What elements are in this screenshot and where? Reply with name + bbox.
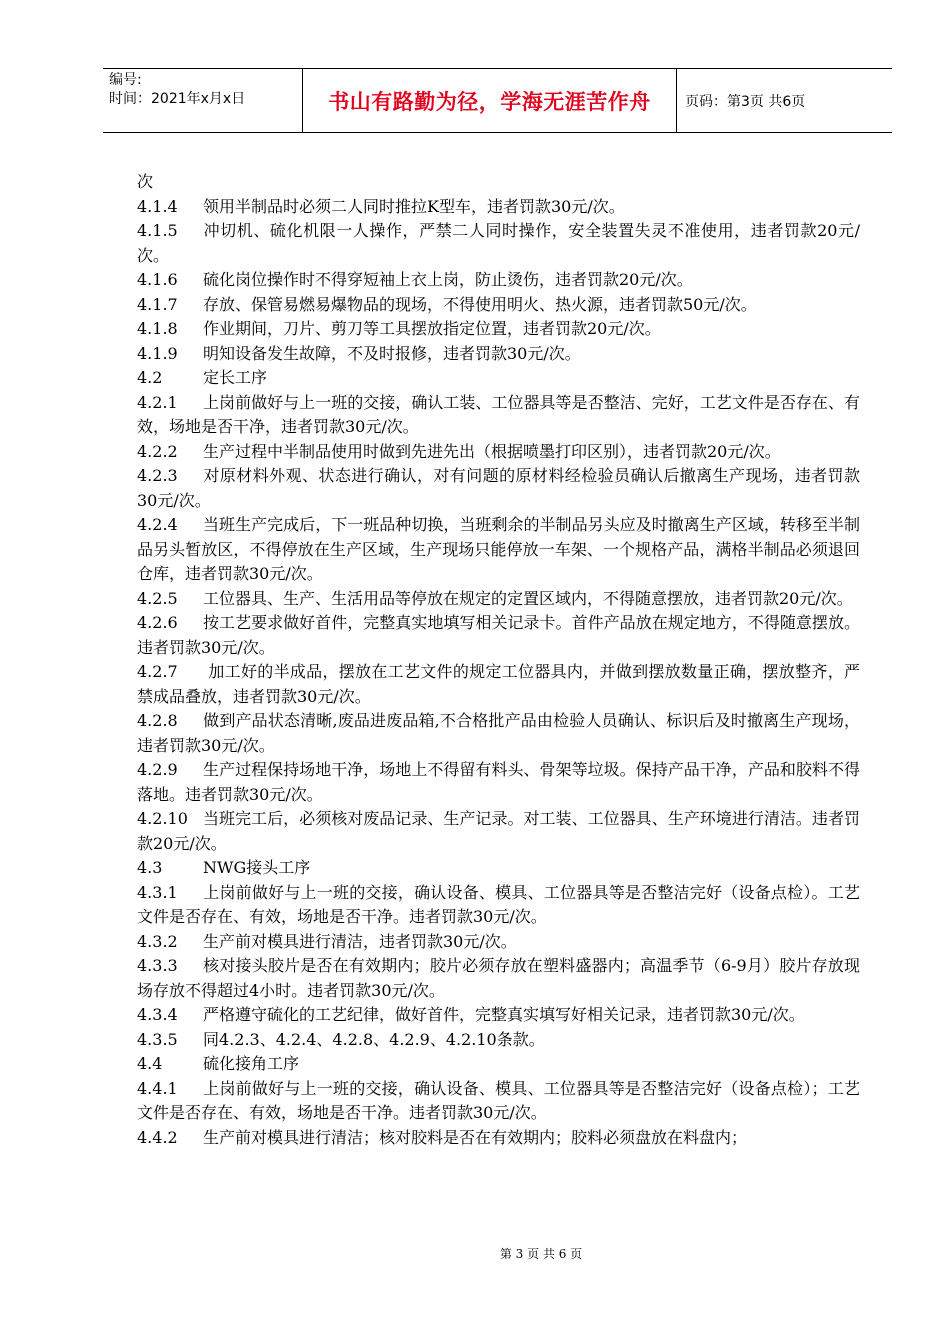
clause-number: 4.4.2 — [137, 1127, 178, 1147]
clause-text: 生产前对模具进行清洁；核对胶料是否在有效期内；胶料必须盘放在料盘内； — [203, 1127, 748, 1147]
clause-paragraph — [137, 587, 860, 612]
clause-text: 做到产品状态清晰,废品进废品箱,不合格批产品由检验人员确认、标识后及时撤离生产现场，违者罚款30元/次。 — [137, 711, 860, 755]
clause-number: 4.1.5 — [137, 221, 178, 240]
clause-paragraph — [137, 464, 860, 513]
clause-paragraph — [137, 954, 860, 1003]
clause-number: 4.2.6 — [137, 613, 178, 632]
clause-number: 4.3 — [137, 858, 163, 877]
clause-paragraph — [137, 366, 860, 391]
clause-number: 4.3.3 — [137, 956, 178, 975]
clause-text: 作业期间，刀片、剪刀等工具摆放指定位置，违者罚款20元/次。 — [203, 319, 661, 338]
clause-number: 4.1.8 — [137, 319, 178, 338]
clause-text: 上岗前做好与上一班的交接，确认工装、工位器具等是否整洁、完好，工艺文件是否存在、有效，场地是否干净，违者罚款30元/次。 — [137, 392, 860, 436]
clause-number: 4.2.9 — [137, 760, 178, 779]
clause-text: 定长工序 — [203, 368, 268, 387]
document-code-label: 编号: — [109, 72, 142, 88]
clause-paragraph — [137, 293, 860, 318]
clause-number: 4.4.1 — [137, 1078, 178, 1098]
page-footer: 第 3 页 共 6 页 — [499, 1247, 583, 1261]
clause-text: 当班完工后，必须核对废品记录、生产记录。对工装、工位器具、生产环境进行清洁。违者罚款20元/次。 — [137, 809, 860, 853]
continuation-text — [137, 170, 860, 195]
clause-paragraph — [137, 1126, 860, 1151]
clause-number: 4.2.3 — [137, 466, 178, 485]
clause-text: 明知设备发生故障，不及时报修，违者罚款30元/次。 — [203, 343, 581, 363]
clause-paragraph — [137, 1077, 860, 1126]
clause-number: 4.3.4 — [137, 1005, 178, 1024]
clause-number: 4.2.2 — [137, 441, 178, 461]
clause-text: 按工艺要求做好首件，完整真实地填写相关记录卡。首件产品放在规定地方，不得随意摆放。违者罚款30元/次。 — [137, 613, 860, 657]
clause-text: 硫化岗位操作时不得穿短袖上衣上岗，防止烫伤，违者罚款20元/次。 — [203, 270, 693, 289]
clause-text: 硫化接角工序 — [203, 1054, 300, 1073]
clause-number: 4.2.1 — [137, 392, 178, 412]
clause-number: 4.2.7 — [137, 662, 178, 681]
clause-paragraph — [137, 709, 860, 758]
clause-paragraph — [137, 856, 860, 881]
clause-text: 核对接头胶片是否在有效期内；胶片必须存放在塑料盛器内；高温季节（6-9月）胶片存放现场存放不得超过4小时。违者罚款30元/次。 — [137, 956, 860, 1000]
clause-paragraph — [137, 513, 860, 587]
clause-paragraph — [137, 758, 860, 807]
clause-paragraph — [137, 1003, 860, 1028]
clause-text: 上岗前做好与上一班的交接，确认设备、模具、工位器具等是否整洁完好（设备点检）；工艺文件是否存在、有效，场地是否干净。违者罚款30元/次。 — [137, 1078, 860, 1122]
clause-text: 严格遵守硫化的工艺纪律，做好首件，完整真实填写好相关记录，违者罚款30元/次。 — [203, 1005, 805, 1024]
clause-paragraph — [137, 391, 860, 440]
header-slogan: 书山有路勤为径，学海无涯苦作舟 — [303, 69, 677, 132]
clause-paragraph — [137, 807, 860, 856]
clause-number: 4.2 — [137, 368, 163, 387]
clause-text: 上岗前做好与上一班的交接，确认设备、模具、工位器具等是否整洁完好（设备点检）。工艺文件是否存在、有效，场地是否干净。违者罚款30元/次。 — [137, 882, 860, 926]
clause-paragraph — [137, 930, 860, 955]
clause-text: 生产过程保持场地干净，场地上不得留有料头、骨架等垃圾。保持产品干净，产品和胶料不得落地。违者罚款30元/次。 — [137, 760, 860, 804]
clause-paragraph — [137, 440, 860, 465]
clause-text: 次 — [137, 172, 154, 191]
clause-paragraph — [137, 195, 860, 220]
clause-paragraph — [137, 342, 860, 367]
clause-number: 4.2.10 — [137, 809, 188, 828]
header-meta — [103, 69, 303, 132]
clause-number: 4.1.4 — [137, 196, 178, 216]
header-page-info: 页码：第3页 共6页 — [685, 93, 806, 110]
clause-paragraph — [137, 660, 860, 709]
clause-number: 4.4 — [137, 1054, 163, 1073]
clause-text: 对原材料外观、状态进行确认，对有问题的原材料经检验员确认后撤离生产现场，违者罚款30元/次。 — [137, 466, 860, 510]
clause-text: NWG接头工序 — [203, 858, 311, 877]
clause-number: 4.2.8 — [137, 711, 178, 730]
clause-text: 生产过程中半制品使用时做到先进先出（根据喷墨打印区别），违者罚款20元/次。 — [203, 441, 781, 461]
clause-number: 4.2.4 — [137, 515, 178, 534]
clause-text: 存放、保管易燃易爆物品的现场，不得使用明火、热火源，违者罚款50元/次。 — [203, 294, 757, 314]
clause-text: 领用半制品时必须二人同时推拉K型车，违者罚款30元/次。 — [203, 196, 625, 216]
clause-number: 4.3.2 — [137, 931, 178, 951]
clause-paragraph — [137, 219, 860, 268]
document-body — [137, 170, 860, 1150]
clause-text: 工位器具、生产、生活用品等停放在规定的定置区域内，不得随意摆放，违者罚款20元/次。 — [203, 588, 853, 608]
clause-paragraph — [137, 1052, 860, 1077]
clause-text: 同4.2.3、4.2.4、4.2.8、4.2.9、4.2.10条款。 — [203, 1029, 545, 1049]
clause-paragraph — [137, 268, 860, 293]
clause-number: 4.1.6 — [137, 270, 178, 289]
clause-text: 生产前对模具进行清洁，违者罚款30元/次。 — [203, 931, 517, 951]
clause-number: 4.3.5 — [137, 1029, 178, 1049]
clause-paragraph — [137, 317, 860, 342]
clause-text: 当班生产完成后，下一班品种切换，当班剩余的半制品另头应及时撤离生产区域，转移至半制品另头暂放区，不得停放在生产区域，生产现场只能停放一车架、一个规格产品，满格半制品必须退回仓库，违者罚款30元/次。 — [137, 515, 860, 583]
clause-text: 冲切机、硫化机限一人操作，严禁二人同时操作，安全装置失灵不准使用，违者罚款20元/次。 — [137, 221, 860, 265]
clause-text: 加工好的半成品，摆放在工艺文件的规定工位器具内，并做到摆放数量正确，摆放整齐，严禁成品叠放，违者罚款30元/次。 — [137, 662, 860, 706]
clause-number: 4.3.1 — [137, 882, 178, 902]
clause-number: 4.1.9 — [137, 343, 178, 363]
clause-number: 4.1.7 — [137, 294, 178, 314]
clause-paragraph — [137, 611, 860, 660]
page-header — [103, 68, 892, 133]
document-time: 时间：2021年x月x日 — [109, 91, 246, 107]
clause-paragraph — [137, 881, 860, 930]
clause-number: 4.2.5 — [137, 588, 178, 608]
clause-paragraph — [137, 1028, 860, 1053]
